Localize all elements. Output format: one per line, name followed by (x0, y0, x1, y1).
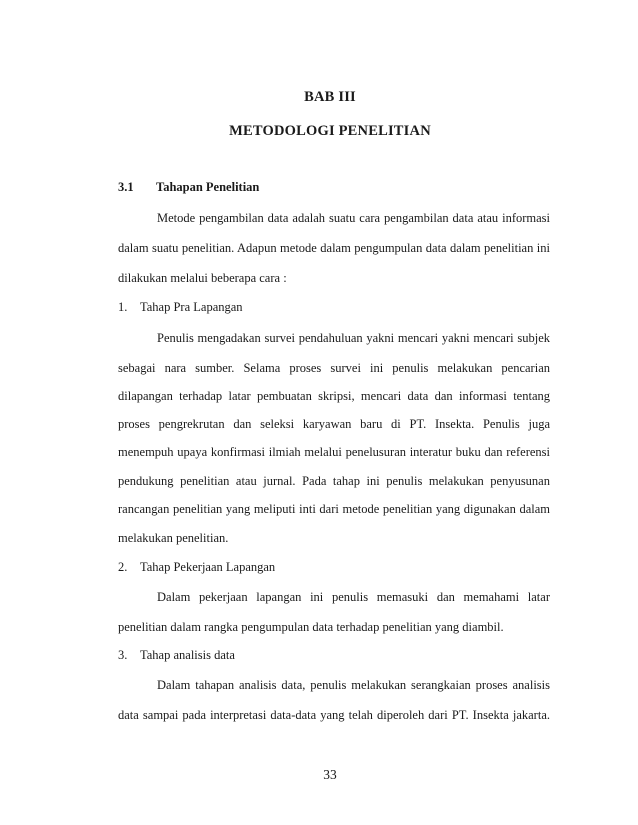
paragraph-line: sebagai nara sumber. Selama proses survei ini penulis melakukan pencarian (118, 361, 550, 375)
list-item-heading (118, 299, 550, 315)
list-item-number: 3. (118, 648, 128, 662)
paragraph-line: dilapangan terhadap latar pembuatan skripsi, mencari data dan informasi tentang (118, 389, 550, 403)
paragraph-line: Penulis mengadakan survei pendahuluan yakni mencari yakni mencari subjek (157, 331, 550, 345)
list-item-title: Tahap Pra Lapangan (140, 300, 243, 314)
section-number: 3.1 (118, 180, 134, 194)
page-number: 33 (323, 767, 337, 782)
list-item-number: 1. (118, 300, 128, 314)
list-item-number: 2. (118, 560, 128, 574)
list-item-title: Tahap analisis data (140, 648, 235, 662)
paragraph-line: proses pengrekrutan dan seleksi karyawan baru di PT. Insekta. Penulis juga (118, 417, 550, 431)
paragraph-line: dalam suatu penelitian. Adapun metode dalam pengumpulan data dalam penelitian ini (118, 241, 550, 255)
section-title: Tahapan Penelitian (156, 180, 260, 194)
chapter-number: BAB III (304, 89, 356, 105)
section-heading (118, 180, 259, 195)
paragraph-line: Dalam tahapan analisis data, penulis melakukan serangkaian proses analisis (157, 678, 550, 692)
chapter-title: METODOLOGI PENELITIAN (229, 123, 431, 139)
list-item-heading (118, 647, 550, 663)
paragraph-line: menempuh upaya konfirmasi ilmiah melalui penelusuran interatur buku dan referensi (118, 445, 550, 459)
paragraph-line: melakukan penelitian. (118, 531, 229, 545)
paragraph-line: Dalam pekerjaan lapangan ini penulis memasuki dan memahami latar (157, 590, 550, 604)
paragraph-line: rancangan penelitian yang meliputi inti dari metode penelitian yang digunakan dalam (118, 502, 550, 516)
paragraph-line: penelitian dalam rangka pengumpulan data terhadap penelitian yang diambil. (118, 620, 504, 634)
paragraph-line: Metode pengambilan data adalah suatu cara pengambilan data atau informasi (157, 211, 550, 225)
list-item-heading (118, 559, 550, 575)
paragraph-line: dilakukan melalui beberapa cara : (118, 271, 287, 285)
paragraph-line: data sampai pada interpretasi data-data yang telah diperoleh dari PT. Insekta jakarta. (118, 708, 550, 722)
paragraph-line: pendukung penelitian atau jurnal. Pada tahap ini penulis melakukan penyusunan (118, 474, 550, 488)
list-item-title: Tahap Pekerjaan Lapangan (140, 560, 276, 574)
